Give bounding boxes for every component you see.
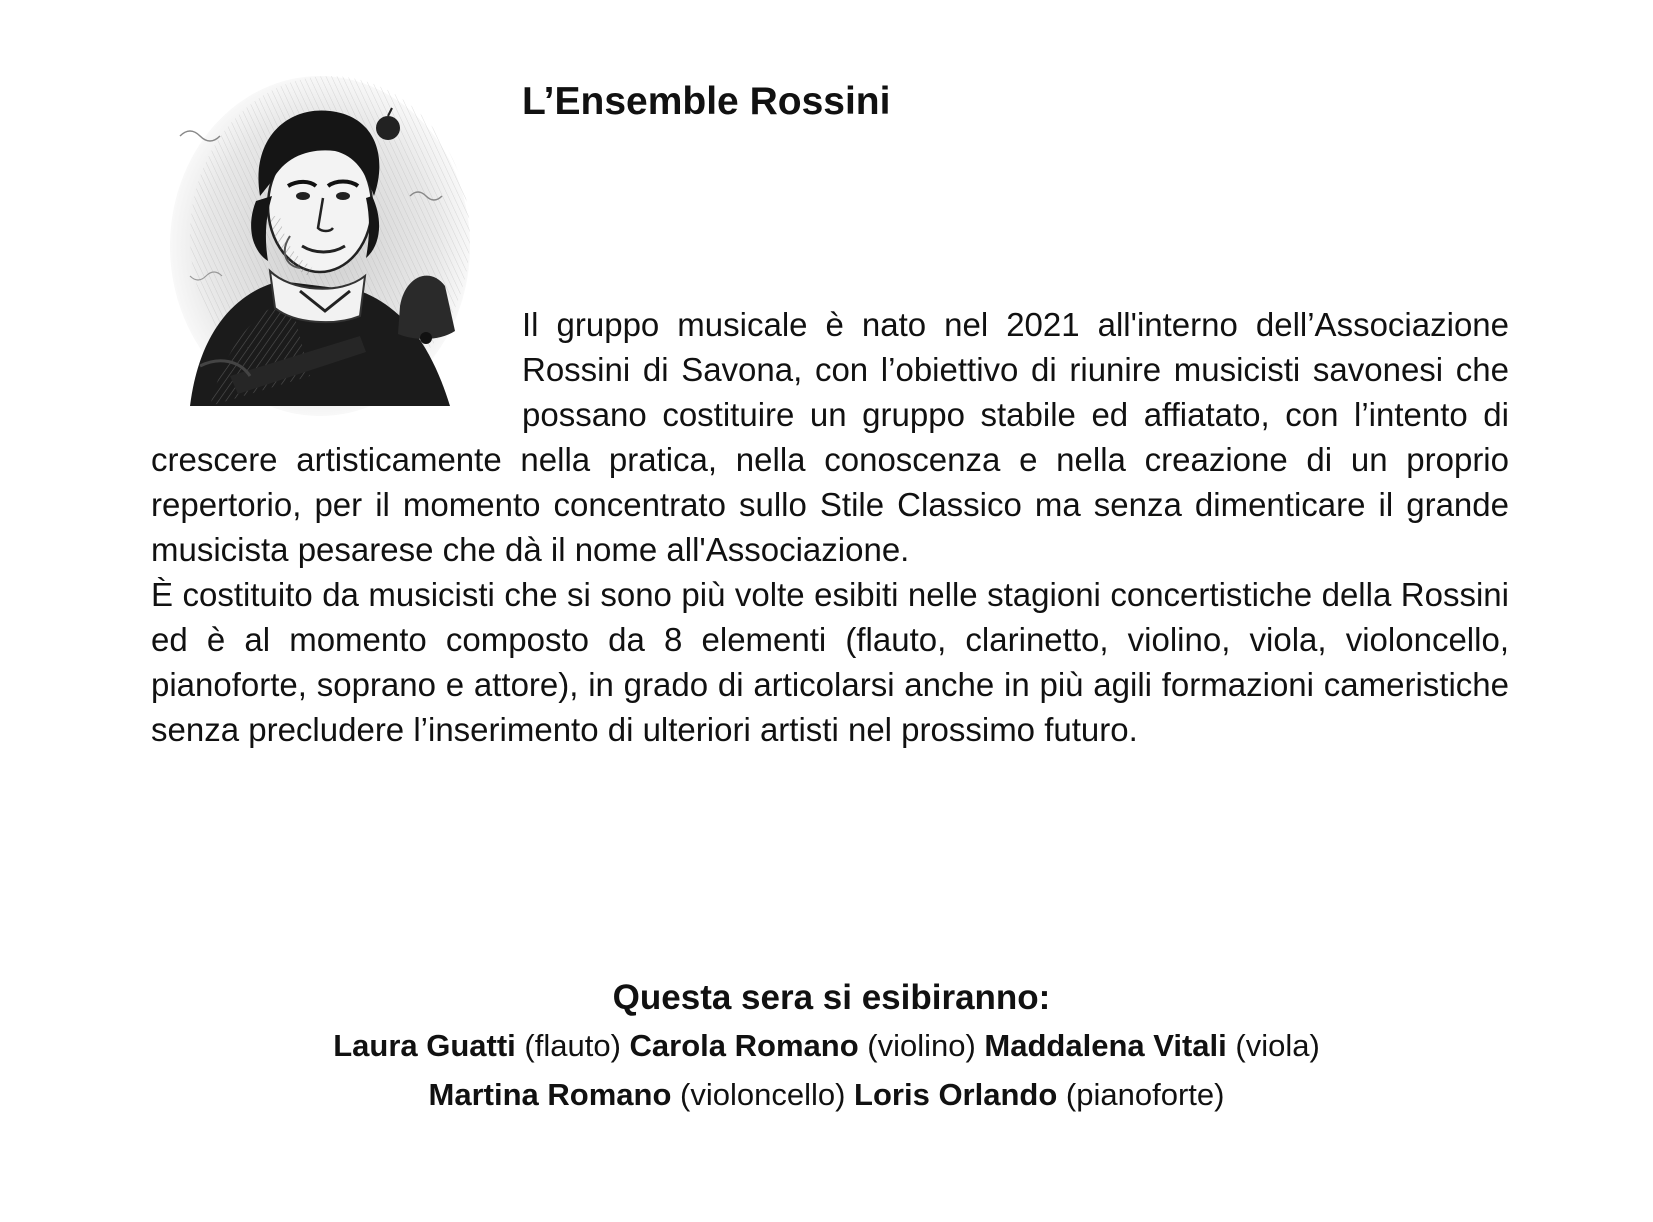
performer-name: Loris Orlando bbox=[854, 1077, 1058, 1112]
performers-section bbox=[0, 975, 1653, 1119]
portrait-text-wrap-spacer bbox=[151, 302, 522, 437]
performer-name: Maddalena Vitali bbox=[984, 1028, 1227, 1063]
performer-role: (pianoforte) bbox=[1065, 1077, 1225, 1112]
page-title: L’Ensemble Rossini bbox=[522, 80, 891, 123]
description-text bbox=[151, 302, 1509, 752]
performer-name: Laura Guatti bbox=[333, 1028, 516, 1063]
performers-heading: Questa sera si esibiranno: bbox=[612, 978, 1051, 1017]
performer-name: Carola Romano bbox=[629, 1028, 859, 1063]
performer-name: Martina Romano bbox=[428, 1077, 672, 1112]
performer-role: (violoncello) bbox=[680, 1077, 846, 1112]
performers-line-1 bbox=[0, 1021, 1653, 1070]
performer-role: (violino) bbox=[867, 1028, 976, 1063]
paragraph-members: È costituito da musicisti che si sono più volte esibiti nelle stagioni concertistiche della Rossini ed è al momento composto da 8 elementi (flauto, clarinetto, violino, viola, violoncello, pianoforte, soprano e attore), in grado di articolarsi anche in più agili formazioni cameristiche senza precludere l’inserimento di ulteriori artisti nel prossimo futuro. bbox=[151, 576, 1509, 748]
paragraph-founding: Il gruppo musicale è nato nel 2021 all'interno dell’Associazione Rossini di Savona, con l’obiettivo di riunire musicisti savonesi che possano costituire un gruppo stabile ed affiatato, con l’intento di crescere artisticamente nella pratica, nella conoscenza e nella creazione di un proprio repertorio, per il momento concentrato sullo Stile Classico ma senza dimenticare il grande musicista pesarese che dà il nome all'Associazione. bbox=[151, 306, 1509, 568]
performers-line-2 bbox=[0, 1070, 1653, 1119]
performer-role: (flauto) bbox=[524, 1028, 621, 1063]
performer-role: (viola) bbox=[1235, 1028, 1320, 1063]
